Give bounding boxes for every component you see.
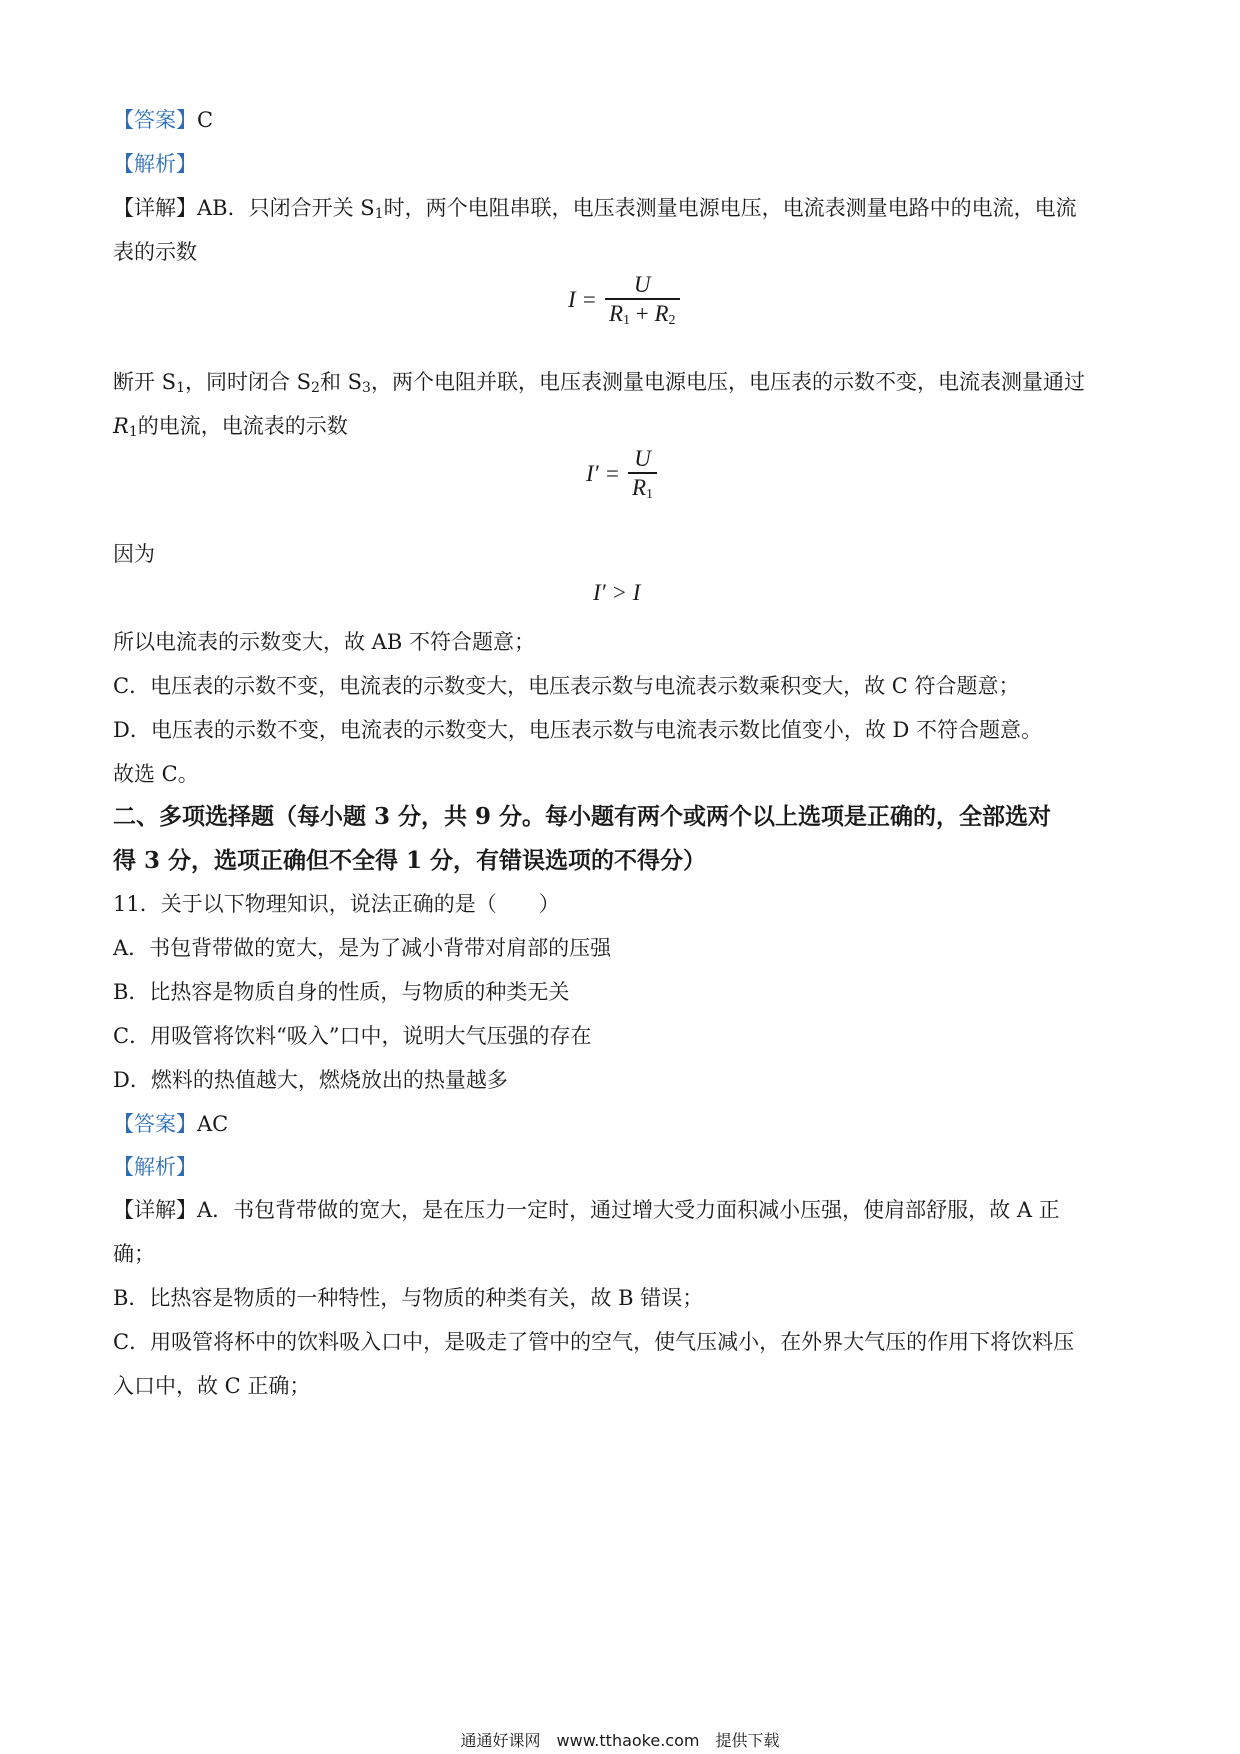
q10-detail-text: 时，两个电阻串联，电压表测量电源电压，电流表测量电路中的电流，电流 <box>383 196 1077 220</box>
answer-label: 【答案】 <box>113 1112 197 1136</box>
q11-analysis-label <box>113 1153 1123 1181</box>
page-footer: 通通好课网 www.tthaoke.com 提供下载 <box>460 1731 780 1750</box>
q11-detail-c1: C．用吸管将杯中的饮料吸入口中，是吸走了管中的空气，使气压减小，在外界大气压的作用下将饮料压 <box>113 1330 1075 1354</box>
var: R <box>654 300 669 326</box>
q10-paragraph3 <box>113 412 1123 440</box>
analysis-label: 【解析】 <box>113 1155 197 1179</box>
q10-because: 因为 <box>113 542 155 566</box>
q10-answer: C <box>197 108 214 132</box>
q11-detail-a1 <box>113 1196 1123 1224</box>
fraction-numerator: U <box>633 272 651 297</box>
q10-answer-line <box>113 106 1123 134</box>
detail-label: 【详解】 <box>113 196 197 220</box>
q11-stem: 11．关于以下物理知识，说法正确的是（ ） <box>113 892 560 916</box>
formula-inequality: I′ > I <box>593 580 641 605</box>
var: R <box>608 300 623 326</box>
subscript: 3 <box>362 380 371 396</box>
q10-analysis-label <box>113 150 1123 178</box>
q11-option-c: C．用吸管将饮料“吸入”口中，说明大气压强的存在 <box>113 1024 592 1048</box>
fraction-denominator <box>628 474 657 502</box>
operator: + <box>630 300 655 326</box>
detail-label: 【详解】 <box>113 1198 197 1222</box>
q10-detail-text: AB．只闭合开关 S <box>197 196 375 220</box>
formula-series-current <box>568 272 680 328</box>
q11-answer-line <box>113 1110 1123 1138</box>
q11-detail-c2: 入口中，故 C 正确； <box>113 1374 311 1398</box>
q11-detail-a2: 确； <box>113 1242 155 1266</box>
subscript: 2 <box>311 380 320 396</box>
fraction <box>628 446 657 502</box>
subscript: 1 <box>176 380 185 396</box>
q10-conclusion: 故选 C。 <box>113 762 199 786</box>
q10-paragraph2 <box>113 368 1123 396</box>
subscript: 1 <box>128 424 138 440</box>
var: R <box>113 414 129 438</box>
q11-detail-b: B．比热容是物质的一种特性，与物质的种类有关，故 B 错误； <box>113 1286 704 1310</box>
formula-lhs: I = <box>568 286 597 312</box>
answer-label: 【答案】 <box>113 108 197 132</box>
fraction-numerator: U <box>634 446 651 471</box>
section2-heading-line2: 得 3 分，选项正确但不全得 1 分，有错误选项的不得分） <box>113 847 707 874</box>
subscript: 1 <box>646 486 654 502</box>
formula-parallel-current <box>586 446 657 502</box>
q10-line-d: D．电压表的示数不变，电流表的示数变大，电压表示数与电流表示数比值变小，故 D 不符合题意。 <box>113 718 1043 742</box>
fraction <box>605 272 680 328</box>
subscript: 2 <box>668 312 676 328</box>
q11-answer: AC <box>197 1112 229 1136</box>
text: ，同时闭合 S <box>184 370 312 394</box>
text: 断开 S <box>113 370 177 394</box>
q10-line-ab: 所以电流表的示数变大，故 AB 不符合题意； <box>113 630 535 654</box>
fraction-denominator <box>605 300 680 328</box>
q10-detail-line2: 表的示数 <box>113 240 197 264</box>
subscript: 1 <box>374 206 384 222</box>
q11-option-a: A．书包背带做的宽大，是为了减小背带对肩部的压强 <box>113 936 612 960</box>
text: A．书包背带做的宽大，是在压力一定时，通过增大受力面积减小压强，使肩部舒服，故 A 正 <box>197 1198 1060 1222</box>
text: 的电流，电流表的示数 <box>137 414 348 438</box>
q11-option-d: D．燃料的热值越大，燃烧放出的热量越多 <box>113 1068 508 1092</box>
section2-heading-line1: 二、多项选择题（每小题 3 分，共 9 分。每小题有两个或两个以上选项是正确的，全部选对 <box>113 803 1052 830</box>
text: 和 S <box>319 370 363 394</box>
q10-line-c: C．电压表的示数不变，电流表的示数变大，电压表示数与电流表示数乘积变大，故 C 符合题意； <box>113 674 1020 698</box>
formula-lhs: I′ = <box>586 460 620 486</box>
q11-option-b: B．比热容是物质自身的性质，与物质的种类无关 <box>113 980 570 1004</box>
text: ，两个电阻并联，电压表测量电源电压，电压表的示数不变，电流表测量通过 <box>370 370 1085 394</box>
analysis-label: 【解析】 <box>113 152 197 176</box>
var: R <box>631 474 647 500</box>
q10-detail-line1 <box>113 194 1123 222</box>
subscript: 1 <box>623 312 630 328</box>
